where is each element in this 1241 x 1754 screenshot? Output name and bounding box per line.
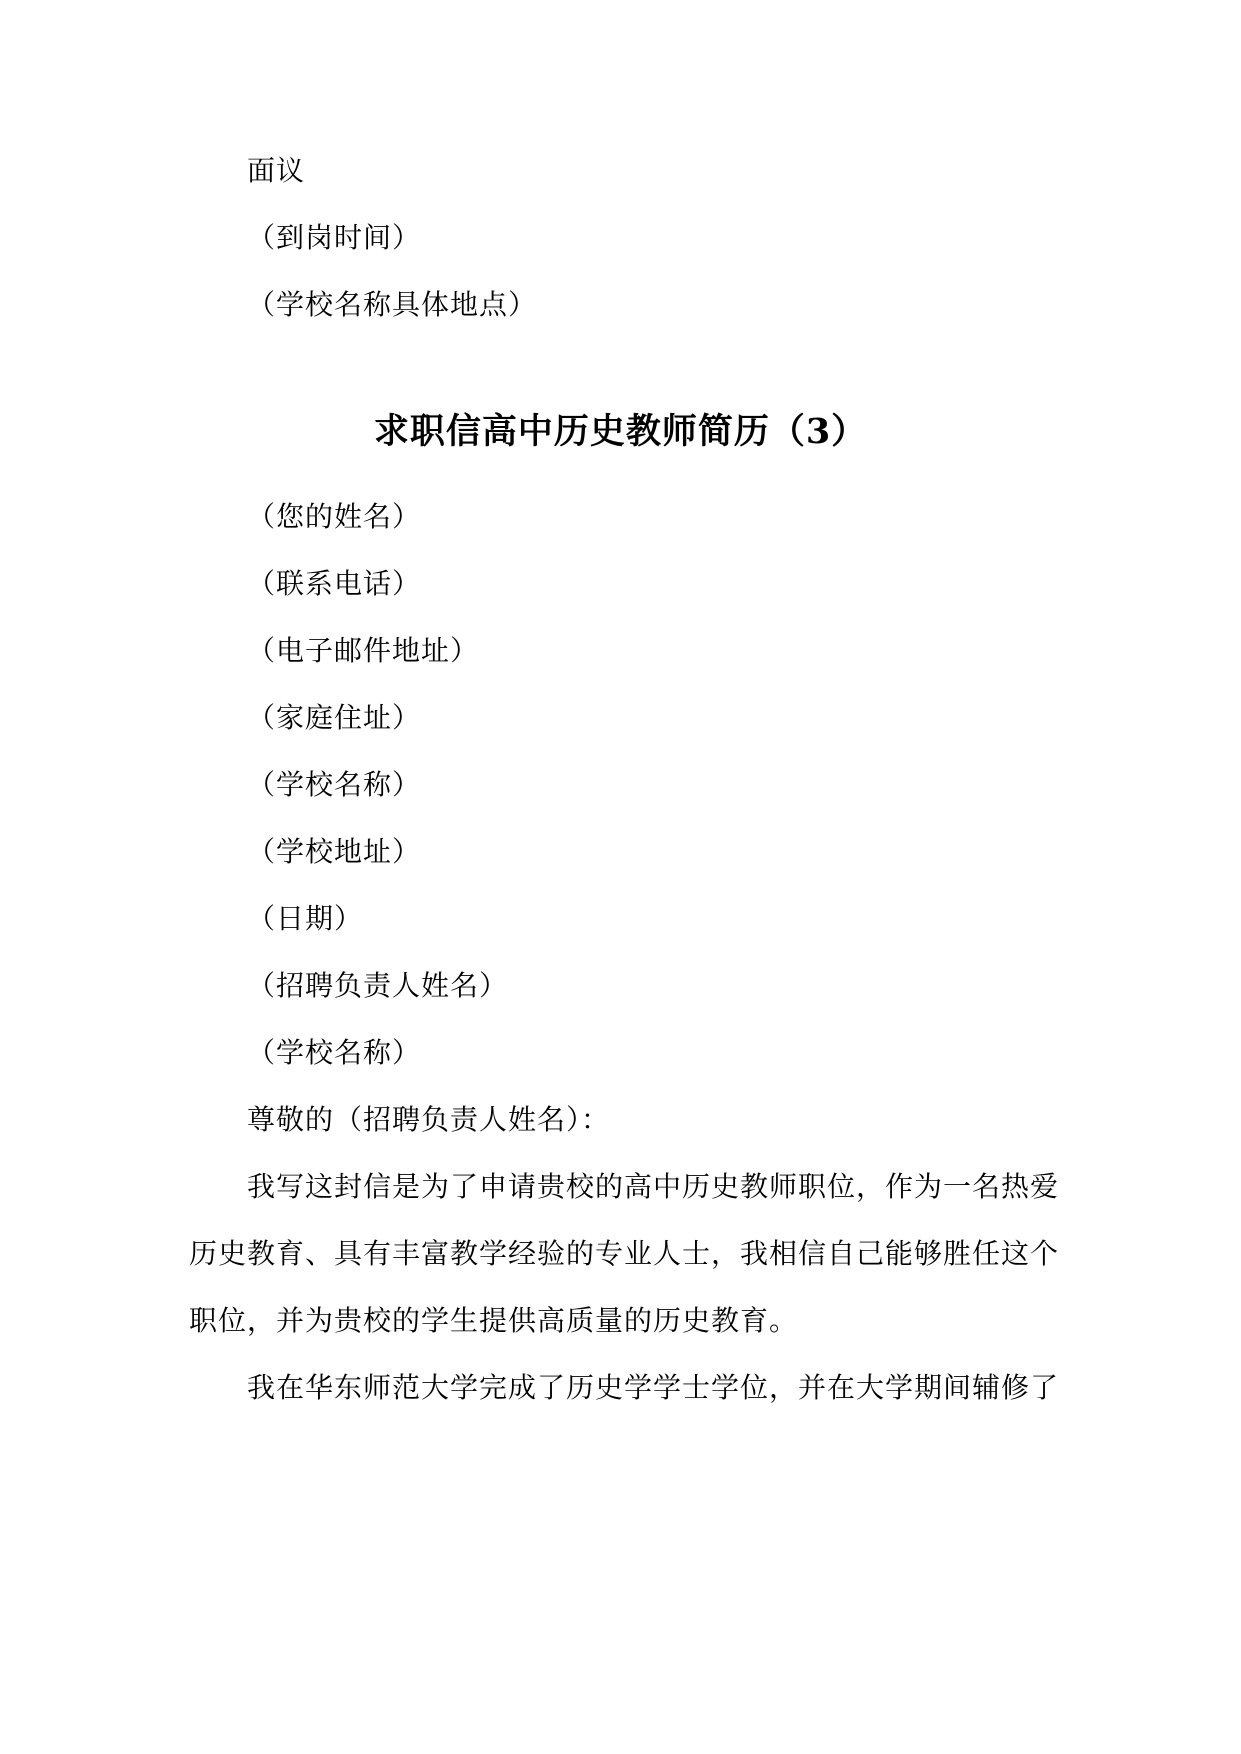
start-date-placeholder: （到岗时间） xyxy=(247,221,422,254)
field-home-address: （家庭住址） xyxy=(247,701,422,734)
field-school-name: （学校名称） xyxy=(247,768,422,801)
field-hiring-manager: （招聘负责人姓名） xyxy=(247,969,509,1002)
field-email: （电子邮件地址） xyxy=(247,634,480,667)
paragraph-1-line-2: 历史教育、具有丰富教学经验的专业人士，我相信自己能够胜任这个 xyxy=(189,1237,1060,1270)
field-school-name-2: （学校名称） xyxy=(247,1036,422,1069)
paragraph-1-line-3: 职位，并为贵校的学生提供高质量的历史教育。 xyxy=(189,1304,799,1337)
salutation: 尊敬的（招聘负责人姓名）： xyxy=(247,1103,611,1136)
salary-negotiable: 面议 xyxy=(247,154,306,187)
field-your-name: （您的姓名） xyxy=(247,500,422,533)
school-location-placeholder: （学校名称具体地点） xyxy=(247,288,538,321)
field-school-address: （学校地址） xyxy=(247,835,422,868)
field-phone: （联系电话） xyxy=(247,567,422,600)
document-title: 求职信高中历史教师简历（3） xyxy=(373,411,868,452)
paragraph-1-line-1: 我写这封信是为了申请贵校的高中历史教师职位，作为一名热爱 xyxy=(247,1170,1060,1203)
paragraph-2-line-1: 我在华东师范大学完成了历史学学士学位，并在大学期间辅修了 xyxy=(247,1371,1060,1404)
field-date: （日期） xyxy=(247,902,364,935)
